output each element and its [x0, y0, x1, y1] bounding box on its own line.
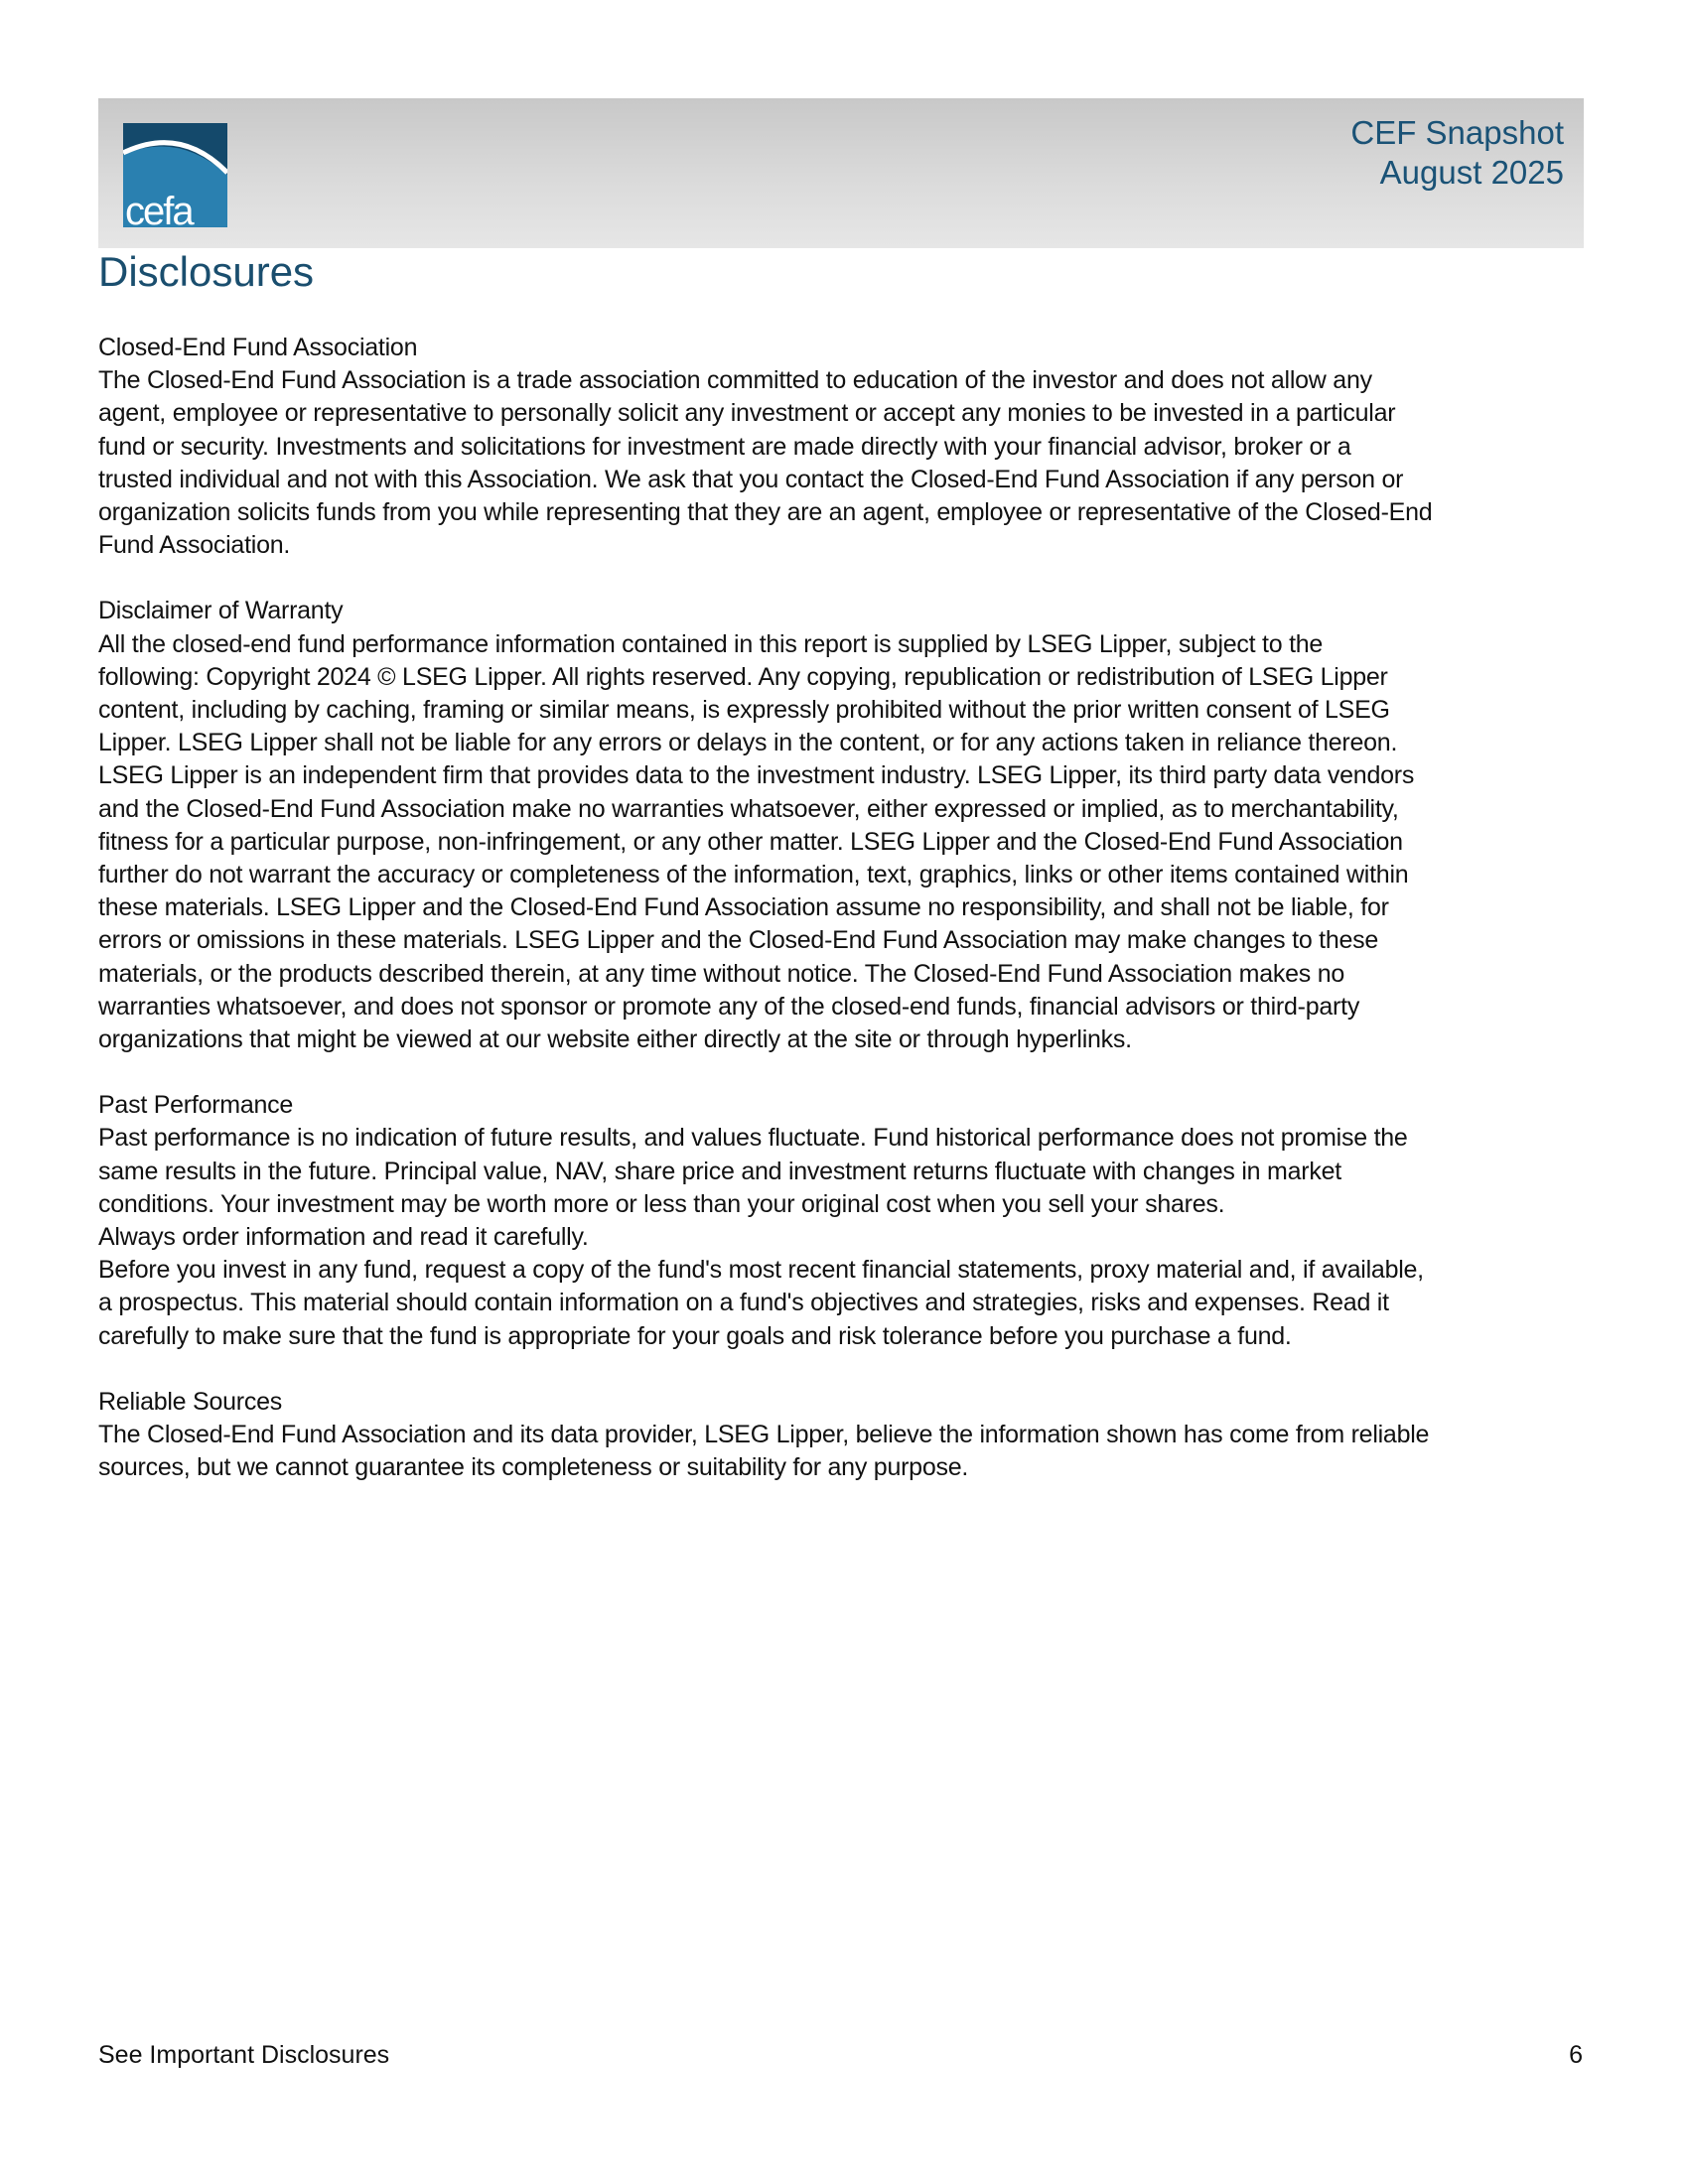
cefa-logo	[123, 123, 227, 227]
text-line: conditions. Your investment may be worth more or less than your original cost when you sell your shares.	[98, 1189, 1225, 1218]
text-line: Always order information and read it carefully.	[98, 1223, 589, 1252]
text-line: agent, employee or representative to personally solicit any investment or accept any monies to be invested in a particular	[98, 399, 1396, 428]
text-line: warranties whatsoever, and does not sponsor or promote any of the closed-end funds, financial advisors or third-party	[98, 992, 1360, 1021]
text-line: Fund Association.	[98, 531, 291, 560]
section-past-performance	[98, 1089, 1588, 1353]
text-line: fitness for a particular purpose, non-infringement, or any other matter. LSEG Lipper and the Closed-End Fund Association	[98, 827, 1403, 856]
text-line: LSEG Lipper is an independent firm that provides data to the investment industry. LSEG Lipper, its third party data vendors	[98, 761, 1415, 790]
text-line: carefully to make sure that the fund is appropriate for your goals and risk tolerance before you purchase a fund.	[98, 1321, 1292, 1350]
report-title-block	[1350, 113, 1564, 193]
text-line: these materials. LSEG Lipper and the Closed-End Fund Association assume no responsibility, and shall not be liable, for	[98, 893, 1389, 922]
section-heading: Reliable Sources	[98, 1387, 282, 1416]
text-line: Past performance is no indication of future results, and values fluctuate. Fund historical performance does not promise the	[98, 1124, 1408, 1153]
section-disclaimer-of-warranty	[98, 595, 1588, 1056]
text-line: sources, but we cannot guarantee its completeness or suitability for any purpose.	[98, 1453, 969, 1482]
text-line: organization solicits funds from you while representing that they are an agent, employee or representative of the Closed-End	[98, 498, 1433, 527]
section-closed-end-fund-association	[98, 332, 1588, 562]
section-heading: Past Performance	[98, 1091, 294, 1120]
text-line: following: Copyright 2024 © LSEG Lipper. All rights reserved. Any copying, republication or redistribution of LSEG Lipper	[98, 662, 1388, 691]
text-line: The Closed-End Fund Association is a trade association committed to education of the investor and does not allow any	[98, 366, 1372, 395]
text-line: and the Closed-End Fund Association make no warranties whatsoever, either expressed or implied, as to merchantability,	[98, 794, 1399, 823]
footer-disclosures-note: See Important Disclosures	[98, 2041, 390, 2069]
section-heading: Closed-End Fund Association	[98, 334, 418, 361]
text-line: fund or security. Investments and solicitations for investment are made directly with your financial advisor, broker or a	[98, 432, 1351, 461]
text-line: errors or omissions in these materials. LSEG Lipper and the Closed-End Fund Association may make changes to these	[98, 926, 1379, 955]
svg-text:cefa: cefa	[125, 190, 193, 227]
report-title: CEF Snapshot	[1350, 114, 1564, 151]
disclosures-content	[98, 332, 1588, 1518]
text-line: content, including by caching, framing or similar means, is expressly prohibited without the prior written consent of LSEG	[98, 696, 1390, 725]
text-line: further do not warrant the accuracy or completeness of the information, text, graphics, links or other items contained within	[98, 861, 1409, 889]
text-line: All the closed-end fund performance information contained in this report is supplied by LSEG Lipper, subject to the	[98, 629, 1324, 658]
page-footer	[98, 2039, 1583, 2072]
section-heading: Disclaimer of Warranty	[98, 597, 344, 625]
text-line: organizations that might be viewed at our website either directly at the site or through hyperlinks.	[98, 1025, 1132, 1054]
section-reliable-sources	[98, 1386, 1588, 1485]
report-date: August 2025	[1379, 154, 1564, 191]
page-number: 6	[1569, 2041, 1583, 2069]
text-line: The Closed-End Fund Association and its data provider, LSEG Lipper, believe the information shown has come from reliable	[98, 1421, 1430, 1449]
header-band	[98, 98, 1584, 248]
text-line: trusted individual and not with this Association. We ask that you contact the Closed-End Fund Association if any person or	[98, 465, 1404, 493]
text-line: materials, or the products described therein, at any time without notice. The Closed-End Fund Association makes no	[98, 959, 1345, 988]
page-title: Disclosures	[98, 248, 315, 295]
text-line: a prospectus. This material should contain information on a fund's objectives and strategies, risks and expenses. Read it	[98, 1289, 1389, 1317]
text-line: Before you invest in any fund, request a copy of the fund's most recent financial statements, proxy material and, if available,	[98, 1256, 1424, 1285]
text-line: Lipper. LSEG Lipper shall not be liable for any errors or delays in the content, or for any actions taken in reliance thereon.	[98, 729, 1398, 757]
text-line: same results in the future. Principal value, NAV, share price and investment returns fluctuate with changes in market	[98, 1157, 1341, 1185]
